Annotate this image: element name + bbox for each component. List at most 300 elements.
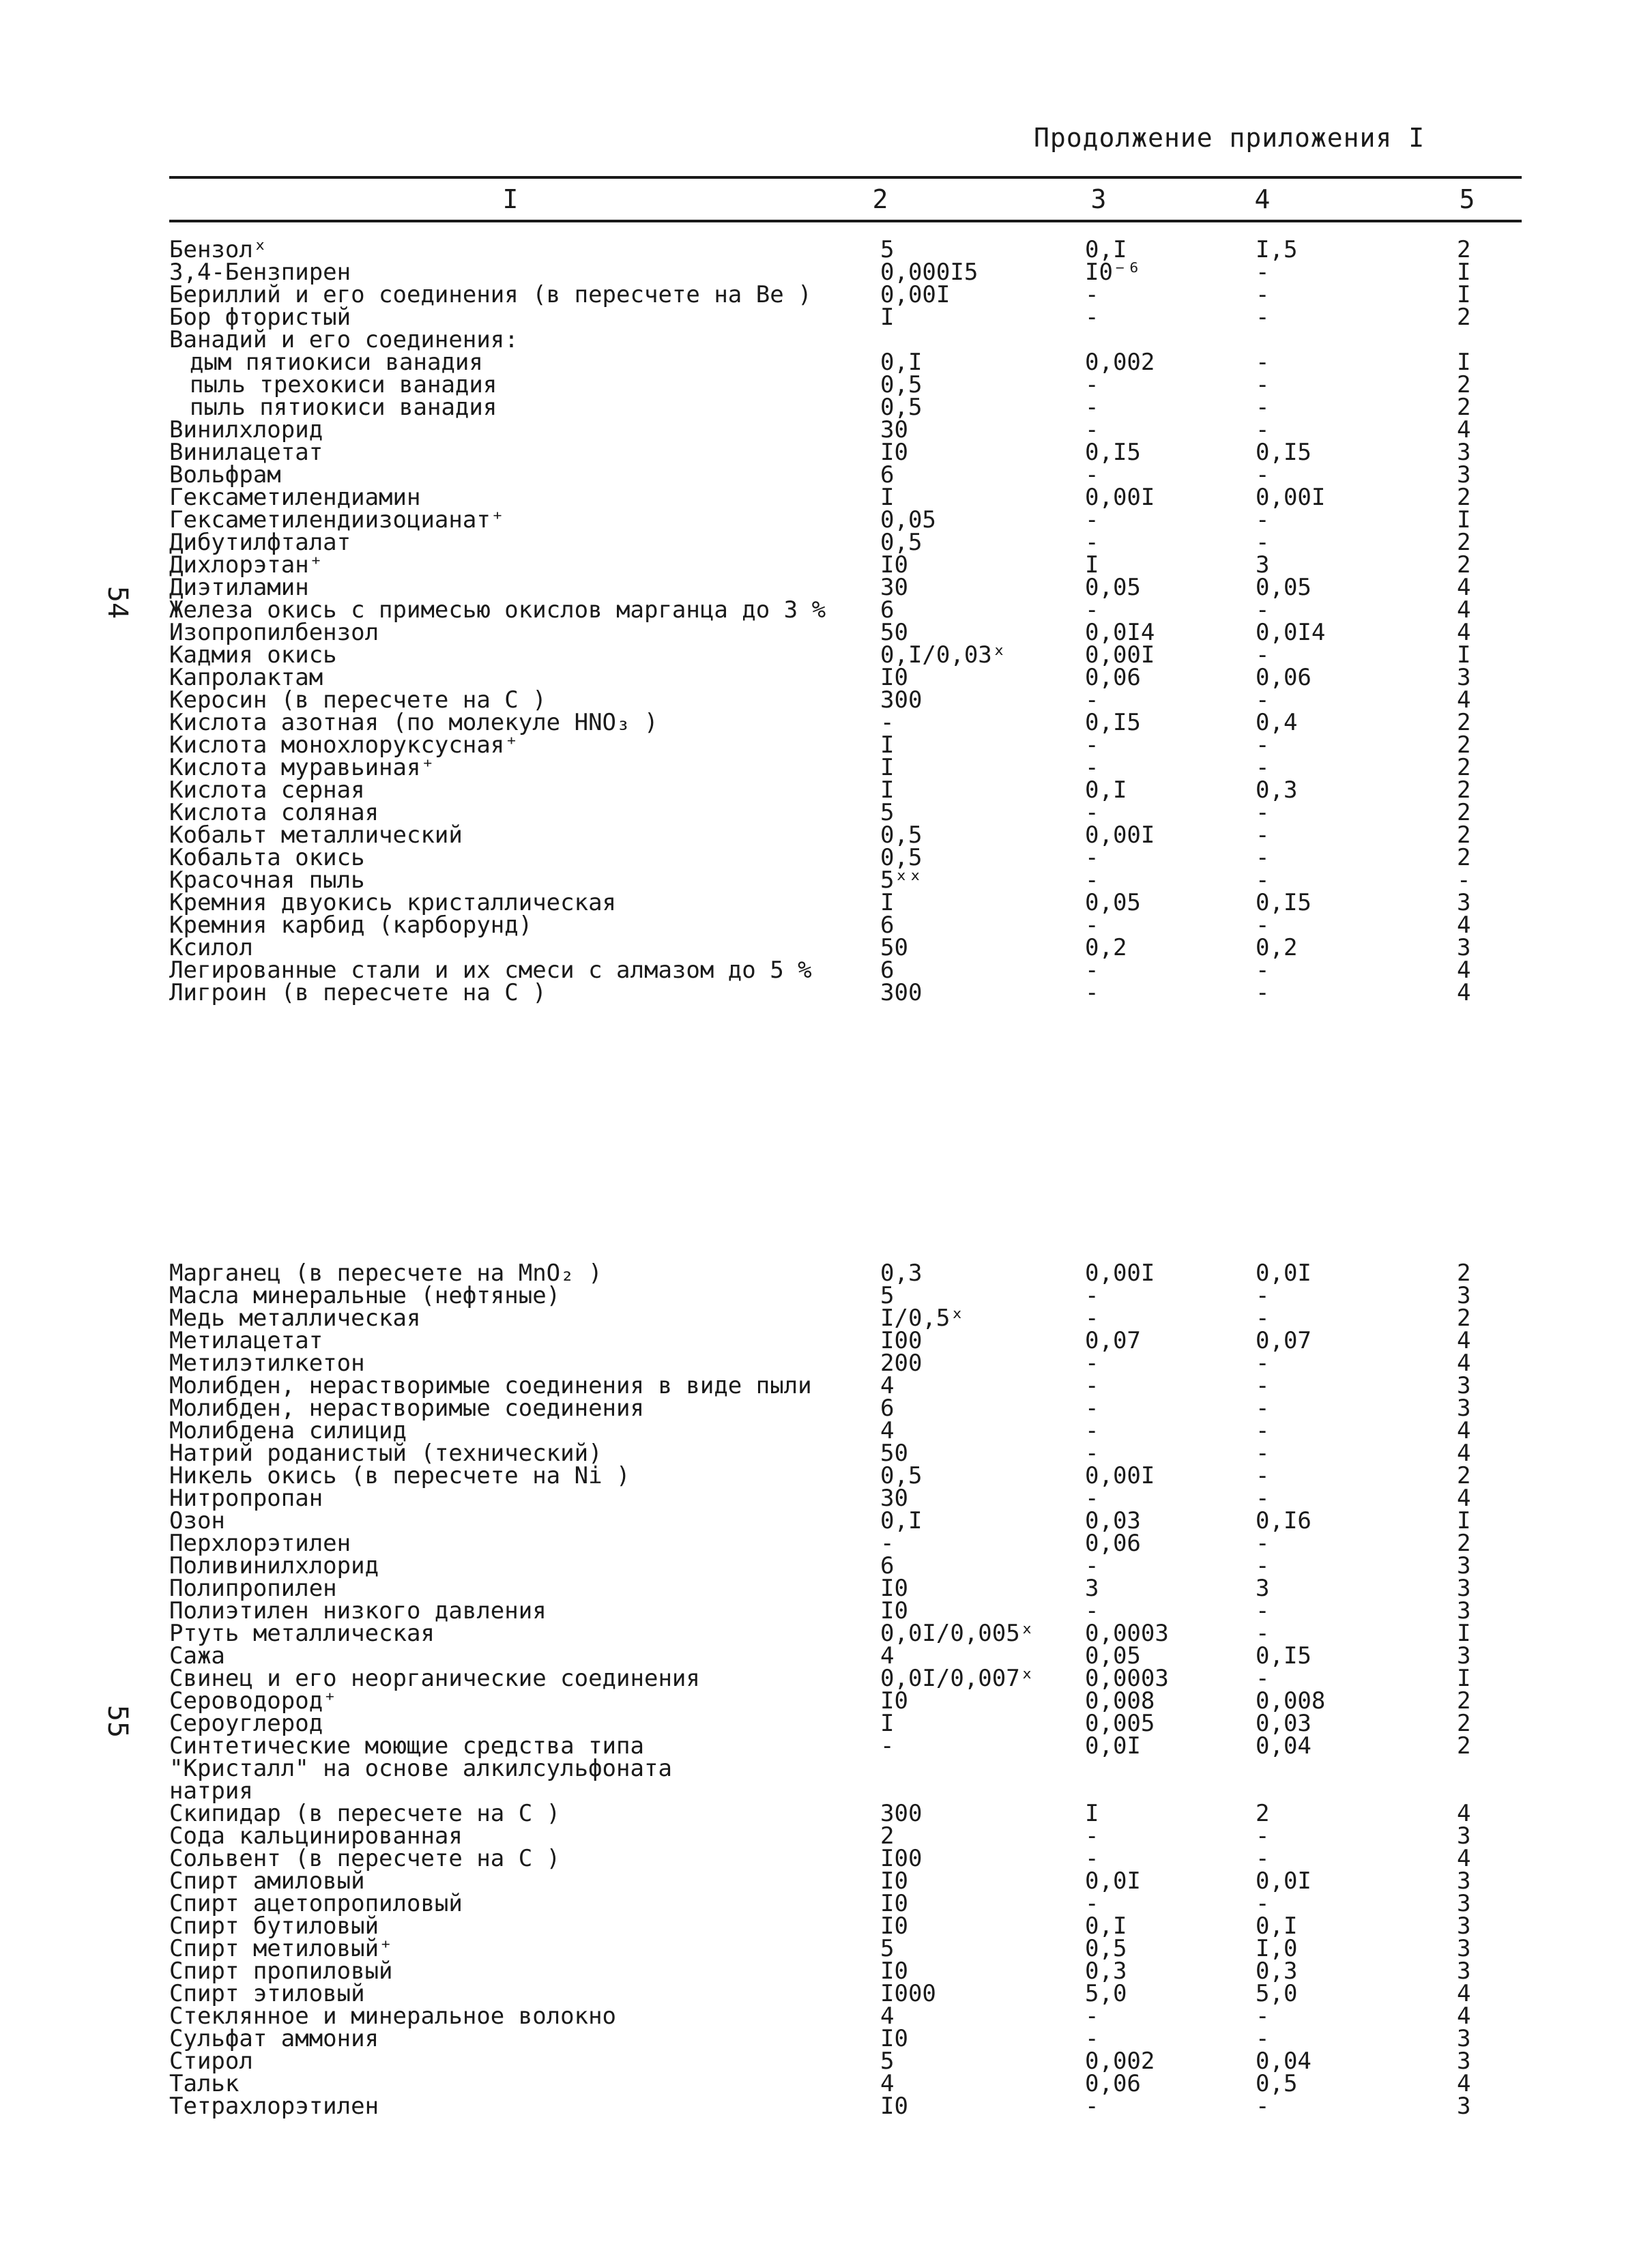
continuation-heading: Продолжение приложения I <box>1034 123 1425 153</box>
table-cell-col3: 0,06 <box>1085 664 1141 691</box>
table-cell-col1: Кремния карбид (карборунд) <box>169 912 533 939</box>
table-cell-col5: 4 <box>1457 1417 1471 1444</box>
table-cell-col1: пыль трехокиси ванадия <box>190 371 497 398</box>
table-cell-col4: 0,3 <box>1256 1957 1298 1985</box>
table-cell-col1: Сажа <box>169 1642 225 1670</box>
column-header-4: 4 <box>1254 184 1271 214</box>
table-cell-col4: - <box>1256 2003 1270 2030</box>
table-cell-col5: 4 <box>1457 957 1471 984</box>
table-cell-col1: Винилхлорид <box>169 416 323 443</box>
table-cell-col3: - <box>1085 1282 1099 1309</box>
table-cell-col5: 2 <box>1457 304 1471 331</box>
table-cell-col2: 0,5 <box>880 529 923 556</box>
table-cell-col5: 2 <box>1457 1462 1471 1489</box>
table-cell-col5: 2 <box>1457 799 1471 826</box>
table-cell-col4: 5,0 <box>1256 1980 1298 2007</box>
table-cell-col1: Полиэтилен низкого давления <box>169 1597 547 1625</box>
table-cell-col2: 0,I/0,03ˣ <box>880 641 1006 669</box>
table-cell-col5: I <box>1457 1665 1471 1692</box>
table-cell-col1: Красочная пыль <box>169 867 365 894</box>
table-cell-col4: 0,05 <box>1256 574 1312 601</box>
table-cell-col1: Бензолˣ <box>169 236 267 263</box>
column-header-5: 5 <box>1459 184 1475 214</box>
table-cell-col2: 0,5 <box>880 394 923 421</box>
table-cell-col4: - <box>1256 1620 1270 1647</box>
table-cell-col2: 6 <box>880 461 895 489</box>
table-cell-col2: 5 <box>880 236 895 263</box>
table-cell-col2: I0 <box>880 1867 908 1895</box>
table-cell-col5: 3 <box>1457 439 1471 466</box>
table-cell-col5: 2 <box>1457 1687 1471 1715</box>
column-header-2: 2 <box>872 184 888 214</box>
table-cell-col5: 2 <box>1457 731 1471 759</box>
table-cell-col1: Кислота монохлоруксусная⁺ <box>169 731 519 759</box>
table-cell-col2: I00 <box>880 1327 923 1354</box>
table-cell-col3: 0,0I4 <box>1085 619 1155 646</box>
table-cell-col4: - <box>1256 1530 1270 1557</box>
table-cell-col4: 3 <box>1256 1575 1270 1602</box>
table-cell-col5: 2 <box>1457 1732 1471 1760</box>
table-cell-col1: Тетрахлорэтилен <box>169 2093 379 2120</box>
table-cell-col4: 0,04 <box>1256 2048 1312 2075</box>
table-cell-col3: - <box>1085 2025 1099 2052</box>
table-cell-col5: 3 <box>1457 664 1471 691</box>
table-cell-col5: 2 <box>1457 1530 1471 1557</box>
table-cell-col3: I <box>1085 1800 1099 1827</box>
table-cell-col3: 0,0003 <box>1085 1665 1169 1692</box>
table-cell-col1: Поливинилхлорид <box>169 1552 379 1579</box>
table-cell-col4: - <box>1256 912 1270 939</box>
table-cell-col1: Вольфрам <box>169 461 281 489</box>
table-cell-col1: Спирт амиловый <box>169 1867 365 1895</box>
table-cell-col3: - <box>1085 1552 1099 1579</box>
table-cell-col4: - <box>1256 281 1270 308</box>
table-cell-col5: 4 <box>1457 1327 1471 1354</box>
table-cell-col4: - <box>1256 1305 1270 1332</box>
table-cell-col1: пыль пятиокиси ванадия <box>190 394 497 421</box>
table-cell-col2: 0,000I5 <box>880 259 979 286</box>
table-cell-col5: 2 <box>1457 821 1471 849</box>
table-cell-col1: Дибутилфталат <box>169 529 351 556</box>
table-cell-col1: Ксилол <box>169 934 253 961</box>
table-cell-col5: 2 <box>1457 371 1471 398</box>
table-cell-col5: 3 <box>1457 1282 1471 1309</box>
table-cell-col2: 0,00I <box>880 281 951 308</box>
table-cell-col2: 6 <box>880 957 895 984</box>
table-cell-col2: 5 <box>880 2048 895 2075</box>
table-cell-col4: 0,I5 <box>1256 1642 1312 1670</box>
table-cell-col4: - <box>1256 844 1270 871</box>
table-cell-col1: Стирол <box>169 2048 253 2075</box>
table-cell-col1: Кобальт металлический <box>169 821 463 849</box>
table-cell-col2: I <box>880 731 895 759</box>
table-cell-col1: Тальк <box>169 2070 240 2097</box>
table-cell-col3: 0,00I <box>1085 1462 1155 1489</box>
table-cell-col5: 3 <box>1457 1575 1471 1602</box>
table-cell-col1: Ванадий и его соединения: <box>169 326 519 353</box>
page-number-55: 55 <box>102 1704 134 1738</box>
table-cell-col3: - <box>1085 1372 1099 1399</box>
table-cell-col4: 0,3 <box>1256 776 1298 804</box>
table-cell-col3: 0,008 <box>1085 1687 1155 1715</box>
table-row <box>0 2050 1652 2073</box>
table-cell-col5: 4 <box>1457 1350 1471 1377</box>
table-cell-col2: I0 <box>880 2093 908 2120</box>
table-block-lower <box>0 1259 1652 2120</box>
table-cell-col2: 4 <box>880 1642 895 1670</box>
table-cell-col1: Спирт бутиловый <box>169 1912 379 1940</box>
table-cell-col4: 0,00I <box>1256 484 1326 511</box>
table-cell-col1: Перхлорэтилен <box>169 1530 351 1557</box>
table-cell-col2: 6 <box>880 596 895 624</box>
table-cell-col5: 4 <box>1457 574 1471 601</box>
table-cell-col1: Кислота серная <box>169 776 365 804</box>
table-cell-col5: 3 <box>1457 1822 1471 1850</box>
table-cell-col5: 2 <box>1457 551 1471 579</box>
table-cell-col2: I0 <box>880 1890 908 1917</box>
table-cell-col4: - <box>1256 1282 1270 1309</box>
table-cell-col3: 0,06 <box>1085 2070 1141 2097</box>
table-cell-col3: - <box>1085 1822 1099 1850</box>
table-cell-col1: Стеклянное и минеральное волокно <box>169 2003 617 2030</box>
table-cell-col3: - <box>1085 1890 1099 1917</box>
table-cell-col2: 0,0I/0,005ˣ <box>880 1620 1034 1647</box>
table-cell-col2: I <box>880 484 895 511</box>
table-cell-col2: 6 <box>880 1552 895 1579</box>
table-cell-col1: натрия <box>169 1777 253 1805</box>
table-cell-col2: I <box>880 889 895 916</box>
table-cell-col2: 2 <box>880 1822 895 1850</box>
table-cell-col1: Ртуть металлическая <box>169 1620 435 1647</box>
table-cell-col3: - <box>1085 461 1099 489</box>
table-cell-col3: - <box>1085 686 1099 714</box>
table-cell-col5: 4 <box>1457 2070 1471 2097</box>
table-cell-col5: I <box>1457 1620 1471 1647</box>
table-cell-col1: Молибден, нерастворимые соединения в виде пыли <box>169 1372 812 1399</box>
table-cell-col1: Масла минеральные (нефтяные) <box>169 1282 561 1309</box>
table-cell-col4: 0,I5 <box>1256 889 1312 916</box>
table-cell-col5: 3 <box>1457 934 1471 961</box>
table-cell-col5: 2 <box>1457 529 1471 556</box>
table-cell-col3: 0,05 <box>1085 574 1141 601</box>
table-cell-col3: - <box>1085 754 1099 781</box>
table-cell-col5: 3 <box>1457 1597 1471 1625</box>
table-cell-col3: - <box>1085 2093 1099 2120</box>
table-cell-col5: 4 <box>1457 1485 1471 1512</box>
table-cell-col3: - <box>1085 979 1099 1006</box>
table-cell-col3: - <box>1085 1417 1099 1444</box>
table-cell-col1: Молибден, нерастворимые соединения <box>169 1395 644 1422</box>
table-cell-col4: - <box>1256 799 1270 826</box>
table-cell-col4: - <box>1256 1552 1270 1579</box>
table-cell-col2: I0 <box>880 551 908 579</box>
table-cell-col2: 50 <box>880 934 908 961</box>
table-cell-col5: 3 <box>1457 461 1471 489</box>
table-cell-col5: 4 <box>1457 619 1471 646</box>
table-cell-col1: Марганец (в пересчете на MnO₂ ) <box>169 1259 603 1287</box>
table-cell-col5: I <box>1457 641 1471 669</box>
table-cell-col4: - <box>1256 1890 1270 1917</box>
table-cell-col1: Керосин (в пересчете на C ) <box>169 686 547 714</box>
table-cell-col2: 5 <box>880 1282 895 1309</box>
table-cell-col1: Озон <box>169 1507 225 1534</box>
table-cell-col3: - <box>1085 281 1099 308</box>
table-cell-col2: 0,I <box>880 1507 923 1534</box>
table-cell-col2: 0,5 <box>880 844 923 871</box>
table-cell-col2: 0,5 <box>880 371 923 398</box>
table-cell-col5: I <box>1457 281 1471 308</box>
table-cell-col2: I <box>880 1710 895 1737</box>
table-cell-col1: Гексаметилендиизоцианат⁺ <box>169 506 505 534</box>
table-cell-col2: 4 <box>880 2070 895 2097</box>
table-row <box>0 979 1652 1006</box>
table-cell-col1: Легированные стали и их смеси с алмазом до 5 % <box>169 957 812 984</box>
table-cell-col4: I,5 <box>1256 236 1298 263</box>
table-cell-col2: 30 <box>880 1485 908 1512</box>
table-cell-col3: - <box>1085 2003 1099 2030</box>
table-cell-col2: 4 <box>880 1372 895 1399</box>
table-cell-col1: Спирт ацетопропиловый <box>169 1890 463 1917</box>
table-cell-col3: 0,0I <box>1085 1732 1141 1760</box>
table-cell-col2: 0,0I/0,007ˣ <box>880 1665 1034 1692</box>
table-cell-col4: 0,I6 <box>1256 1507 1312 1534</box>
table-cell-col4: 0,2 <box>1256 934 1298 961</box>
table-cell-col1: Синтетические моющие средства типа <box>169 1732 644 1760</box>
table-cell-col2: I0 <box>880 439 908 466</box>
table-cell-col4: - <box>1256 506 1270 534</box>
table-cell-col4: 0,4 <box>1256 709 1298 736</box>
table-cell-col4: - <box>1256 2093 1270 2120</box>
table-cell-col3: I0⁻⁶ <box>1085 259 1141 286</box>
table-cell-col5: 3 <box>1457 1867 1471 1895</box>
table-cell-col3: 0,2 <box>1085 934 1127 961</box>
table-cell-col2: I000 <box>880 1980 936 2007</box>
table-cell-col4: - <box>1256 461 1270 489</box>
table-cell-col1: Кислота азотная (по молекуле HNO₃ ) <box>169 709 658 736</box>
table-cell-col5: 2 <box>1457 754 1471 781</box>
table-cell-col4: - <box>1256 957 1270 984</box>
table-cell-col2: I00 <box>880 1845 923 1872</box>
table-cell-col4: - <box>1256 304 1270 331</box>
table-cell-col2: I/0,5ˣ <box>880 1305 964 1332</box>
table-cell-col2: I <box>880 776 895 804</box>
table-cell-col5: 4 <box>1457 979 1471 1006</box>
table-cell-col1: Натрий роданистый (технический) <box>169 1440 603 1467</box>
table-cell-col4: 0,03 <box>1256 1710 1312 1737</box>
table-cell-col2: 6 <box>880 912 895 939</box>
table-cell-col3: 0,I <box>1085 1912 1127 1940</box>
table-cell-col1: Кремния двуокись кристаллическая <box>169 889 617 916</box>
table-cell-col5: 3 <box>1457 1552 1471 1579</box>
table-cell-col3: 0,05 <box>1085 1642 1141 1670</box>
table-cell-col5: 3 <box>1457 2025 1471 2052</box>
table-cell-col1: Винилацетат <box>169 439 323 466</box>
table-cell-col5: 3 <box>1457 1957 1471 1985</box>
table-cell-col5: 3 <box>1457 1935 1471 1962</box>
table-cell-col2: I0 <box>880 1957 908 1985</box>
table-cell-col4: - <box>1256 371 1270 398</box>
table-row <box>0 1487 1652 1510</box>
table-row <box>0 1622 1652 1645</box>
table-header-rule <box>169 220 1522 222</box>
table-cell-col3: 0,I5 <box>1085 439 1141 466</box>
table-cell-col5: I <box>1457 1507 1471 1534</box>
table-cell-col4: - <box>1256 349 1270 376</box>
table-cell-col1: Полипропилен <box>169 1575 337 1602</box>
table-cell-col5: 4 <box>1457 1440 1471 1467</box>
table-cell-col2: 5 <box>880 799 895 826</box>
table-cell-col4: - <box>1256 1845 1270 1872</box>
table-cell-col3: 0,I <box>1085 236 1127 263</box>
table-cell-col2: 4 <box>880 2003 895 2030</box>
table-cell-col2: I <box>880 304 895 331</box>
table-cell-col1: Изопропилбензол <box>169 619 379 646</box>
table-cell-col4: - <box>1256 2025 1270 2052</box>
table-cell-col3: - <box>1085 799 1099 826</box>
table-cell-col4: I,0 <box>1256 1935 1298 1962</box>
table-cell-col4: 3 <box>1256 551 1270 579</box>
table-cell-col3: 0,3 <box>1085 1957 1127 1985</box>
table-cell-col1: Сульфат аммония <box>169 2025 379 2052</box>
table-cell-col2: 5ˣˣ <box>880 867 923 894</box>
table-cell-col1: дым пятиокиси ванадия <box>190 349 483 376</box>
table-cell-col4: - <box>1256 979 1270 1006</box>
table-cell-col5: I <box>1457 349 1471 376</box>
table-cell-col5: 2 <box>1457 776 1471 804</box>
table-cell-col3: - <box>1085 1395 1099 1422</box>
table-cell-col3: - <box>1085 529 1099 556</box>
table-cell-col4: - <box>1256 1485 1270 1512</box>
table-cell-col1: Диэтиламин <box>169 574 309 601</box>
table-cell-col5: 2 <box>1457 1259 1471 1287</box>
table-cell-col1: Спирт этиловый <box>169 1980 365 2007</box>
table-cell-col1: Капролактам <box>169 664 323 691</box>
table-cell-col5: 3 <box>1457 1395 1471 1422</box>
table-cell-col3: - <box>1085 416 1099 443</box>
table-cell-col5: 2 <box>1457 1710 1471 1737</box>
table-cell-col2: - <box>880 1530 895 1557</box>
table-cell-col3: 0,0003 <box>1085 1620 1169 1647</box>
table-cell-col3: - <box>1085 596 1099 624</box>
table-cell-col3: 0,07 <box>1085 1327 1141 1354</box>
table-cell-col4: - <box>1256 529 1270 556</box>
table-cell-col3: 0,I <box>1085 776 1127 804</box>
table-cell-col5: I <box>1457 259 1471 286</box>
table-cell-col4: 0,008 <box>1256 1687 1326 1715</box>
table-cell-col2: I0 <box>880 664 908 691</box>
table-cell-col1: Спирт метиловый⁺ <box>169 1935 393 1962</box>
page-number-54: 54 <box>102 585 134 620</box>
table-cell-col1: Медь металлическая <box>169 1305 421 1332</box>
table-cell-col2: I0 <box>880 1597 908 1625</box>
table-cell-col3: - <box>1085 394 1099 421</box>
table-cell-col1: Метилэтилкетон <box>169 1350 365 1377</box>
table-cell-col5: 2 <box>1457 236 1471 263</box>
table-cell-col3: 3 <box>1085 1575 1099 1602</box>
table-cell-col5: 4 <box>1457 1845 1471 1872</box>
table-cell-col4: 0,0I4 <box>1256 619 1326 646</box>
table-cell-col3: 0,002 <box>1085 2048 1155 2075</box>
table-cell-col5: 4 <box>1457 686 1471 714</box>
table-cell-col4: - <box>1256 686 1270 714</box>
table-cell-col1: Дихлорэтан⁺ <box>169 551 323 579</box>
table-cell-col3: - <box>1085 844 1099 871</box>
table-cell-col5: 3 <box>1457 2093 1471 2120</box>
table-cell-col5: 4 <box>1457 596 1471 624</box>
table-cell-col2: 50 <box>880 1440 908 1467</box>
table-cell-col1: Железа окись с примесью окислов марганца до 3 % <box>169 596 826 624</box>
table-cell-col3: 0,06 <box>1085 1530 1141 1557</box>
table-cell-col3: - <box>1085 957 1099 984</box>
table-cell-col1: Скипидар (в пересчете на C ) <box>169 1800 561 1827</box>
table-cell-col5: 3 <box>1457 1912 1471 1940</box>
table-cell-col2: I0 <box>880 1912 908 1940</box>
table-cell-col4: - <box>1256 641 1270 669</box>
table-cell-col4: - <box>1256 1665 1270 1692</box>
table-cell-col2: 300 <box>880 1800 923 1827</box>
table-cell-col4: 0,07 <box>1256 1327 1312 1354</box>
table-cell-col2: 0,3 <box>880 1259 923 1287</box>
table-cell-col3: 0,I5 <box>1085 709 1141 736</box>
table-cell-col2: I0 <box>880 1687 908 1715</box>
table-top-rule <box>169 176 1522 179</box>
table-cell-col4: - <box>1256 259 1270 286</box>
table-cell-col3: 0,00I <box>1085 1259 1155 1287</box>
table-cell-col3: - <box>1085 1485 1099 1512</box>
table-cell-col1: "Кристалл" на основе алкилсульфоната <box>169 1755 672 1782</box>
table-cell-col1: Кислота соляная <box>169 799 379 826</box>
table-cell-col1: Бор фтористый <box>169 304 351 331</box>
table-cell-col3: 0,00I <box>1085 484 1155 511</box>
table-cell-col3: 0,002 <box>1085 349 1155 376</box>
table-cell-col3: 0,00I <box>1085 641 1155 669</box>
table-cell-col1: 3,4-Бензпирен <box>169 259 351 286</box>
table-cell-col4: - <box>1256 416 1270 443</box>
table-cell-col1: Гексаметилендиамин <box>169 484 421 511</box>
table-cell-col5: 3 <box>1457 1890 1471 1917</box>
table-cell-col3: - <box>1085 1440 1099 1467</box>
table-cell-col3: 0,005 <box>1085 1710 1155 1737</box>
table-cell-col2: 50 <box>880 619 908 646</box>
table-cell-col3: 5,0 <box>1085 1980 1127 2007</box>
table-cell-col3: I <box>1085 551 1099 579</box>
table-cell-col1: Нитропропан <box>169 1485 323 1512</box>
table-cell-col4: - <box>1256 1462 1270 1489</box>
table-block-upper <box>0 236 1652 1006</box>
table-cell-col4: 0,I5 <box>1256 439 1312 466</box>
table-cell-col4: - <box>1256 867 1270 894</box>
table-cell-col1: Кобальта окись <box>169 844 365 871</box>
table-cell-col1: Бериллий и его соединения (в пересчете на Be ) <box>169 281 812 308</box>
table-cell-col5: 4 <box>1457 416 1471 443</box>
table-cell-col2: 200 <box>880 1350 923 1377</box>
table-cell-col4: 0,5 <box>1256 2070 1298 2097</box>
table-cell-col1: Спирт пропиловый <box>169 1957 393 1985</box>
table-cell-col4: - <box>1256 1350 1270 1377</box>
table-cell-col3: - <box>1085 371 1099 398</box>
table-cell-col5: 2 <box>1457 844 1471 871</box>
table-cell-col1: Молибдена силицид <box>169 1417 407 1444</box>
table-cell-col5: I <box>1457 506 1471 534</box>
table-cell-col2: 30 <box>880 574 908 601</box>
table-cell-col5: 4 <box>1457 2003 1471 2030</box>
table-cell-col3: - <box>1085 506 1099 534</box>
table-cell-col1: Сероуглерод <box>169 1710 323 1737</box>
table-cell-col4: - <box>1256 1440 1270 1467</box>
table-cell-col4: 0,I <box>1256 1912 1298 1940</box>
table-cell-col5: 3 <box>1457 2048 1471 2075</box>
table-cell-col5: 3 <box>1457 1372 1471 1399</box>
